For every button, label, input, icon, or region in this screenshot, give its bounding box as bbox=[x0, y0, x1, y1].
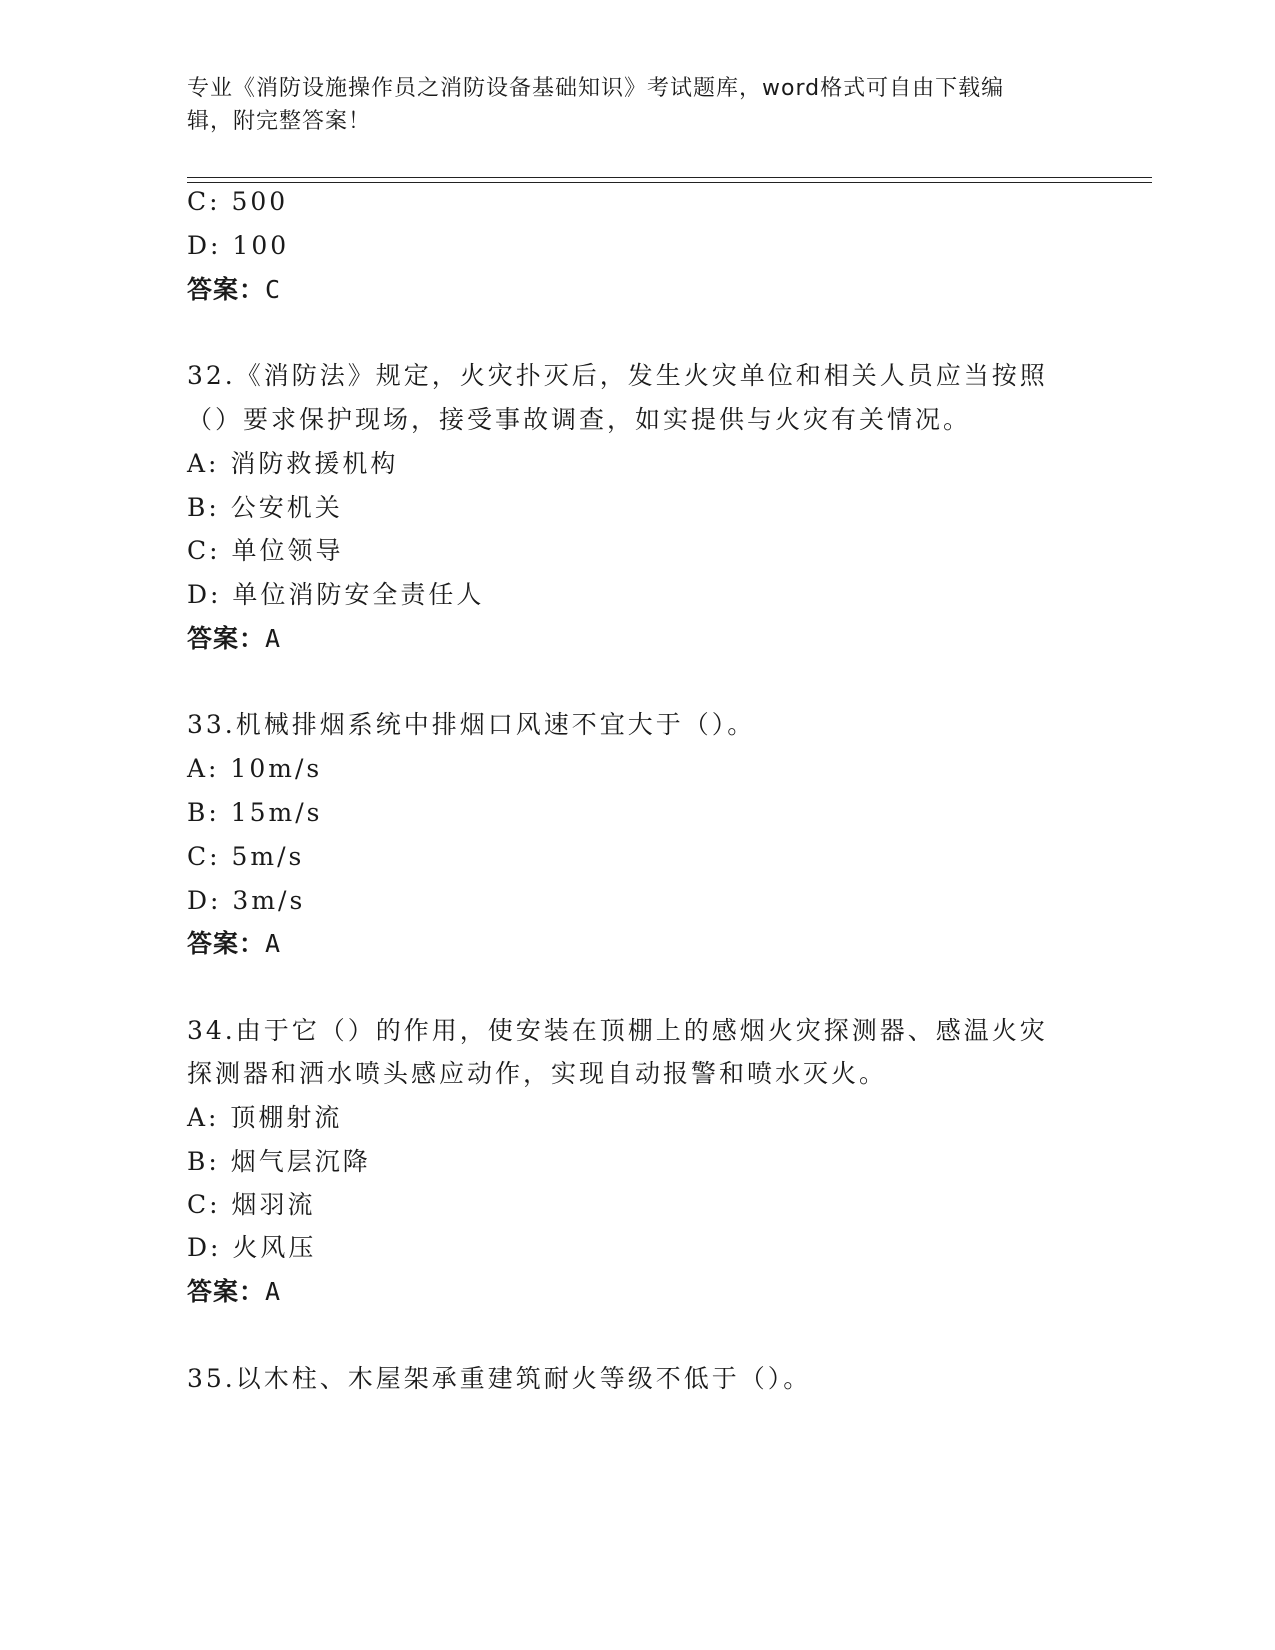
q32-stem-line-1: 32.《消防法》规定，火灾扑灭后，发生火灾单位和相关人员应当按照 bbox=[187, 361, 1048, 390]
q32-option-c: C: 单位领导 bbox=[187, 536, 344, 565]
answer-label: 答案： bbox=[187, 275, 266, 304]
q33-option-a: A: 10m/s bbox=[187, 754, 323, 783]
q32-stem-line-2: （）要求保护现场，接受事故调查，如实提供与火灾有关情况。 bbox=[187, 405, 972, 434]
q33-option-b: B: 15m/s bbox=[187, 798, 323, 827]
header-divider-bottom bbox=[187, 182, 1152, 183]
q31-option-c: C: 500 bbox=[187, 187, 289, 216]
q33-option-c: C: 5m/s bbox=[187, 842, 305, 871]
q32-answer bbox=[187, 624, 281, 654]
header-line-2: 辑，附完整答案！ bbox=[187, 109, 372, 134]
answer-value: C bbox=[265, 275, 282, 304]
header-line-1: 专业《消防设施操作员之消防设备基础知识》考试题库，word格式可自由下载编 bbox=[187, 76, 1005, 101]
q32-option-d: D: 单位消防安全责任人 bbox=[187, 580, 485, 609]
answer-value: A bbox=[265, 1277, 282, 1306]
q33-option-d: D: 3m/s bbox=[187, 886, 306, 915]
q32-option-b: B: 公安机关 bbox=[187, 493, 343, 522]
document-header bbox=[187, 72, 1067, 138]
q34-stem-line-1: 34.由于它（）的作用，使安装在顶棚上的感烟火灾探测器、感温火灾 bbox=[187, 1016, 1048, 1045]
answer-label: 答案： bbox=[187, 929, 266, 958]
q34-stem-line-2: 探测器和洒水喷头感应动作，实现自动报警和喷水灭火。 bbox=[187, 1059, 888, 1088]
q35-stem-line-1: 35.以木柱、木屋架承重建筑耐火等级不低于（）。 bbox=[187, 1364, 812, 1393]
q34-option-c: C: 烟羽流 bbox=[187, 1190, 316, 1219]
answer-value: A bbox=[265, 929, 282, 958]
answer-label: 答案： bbox=[187, 624, 266, 653]
q34-option-a: A: 顶棚射流 bbox=[187, 1103, 343, 1132]
q33-answer bbox=[187, 929, 281, 959]
answer-label: 答案： bbox=[187, 1277, 266, 1306]
answer-value: A bbox=[265, 624, 282, 653]
q34-option-d: D: 火风压 bbox=[187, 1233, 317, 1262]
header-divider-top bbox=[187, 177, 1152, 178]
q32-option-a: A: 消防救援机构 bbox=[187, 449, 399, 478]
q33-stem-line-1: 33.机械排烟系统中排烟口风速不宜大于（）。 bbox=[187, 710, 756, 739]
q31-answer bbox=[187, 275, 281, 305]
q34-option-b: B: 烟气层沉降 bbox=[187, 1147, 371, 1176]
q34-answer bbox=[187, 1277, 281, 1307]
q31-option-d: D: 100 bbox=[187, 231, 290, 260]
